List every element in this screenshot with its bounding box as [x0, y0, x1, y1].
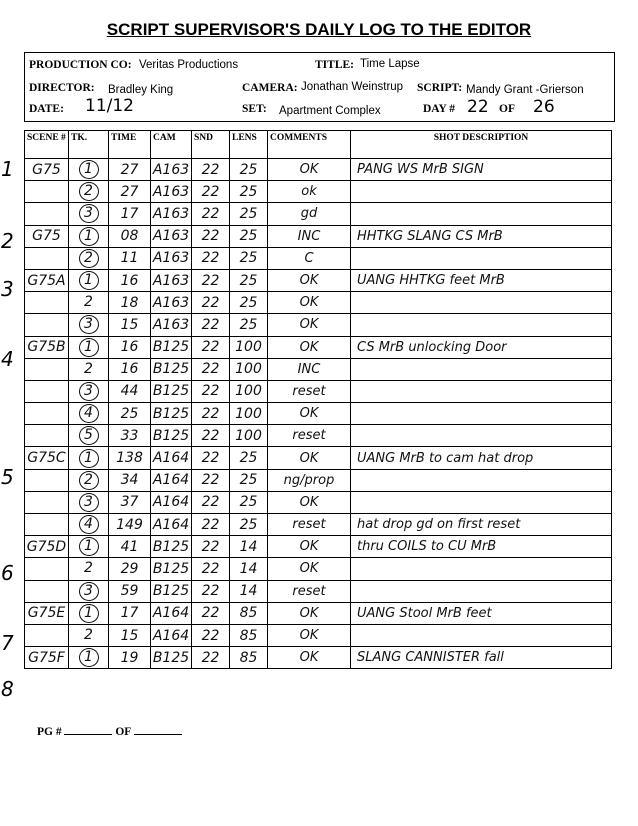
lens-cell: 25	[230, 225, 268, 247]
take-number: 5	[79, 426, 99, 445]
take-number: 2	[79, 182, 99, 201]
shot-description-cell	[351, 425, 612, 447]
shot-description-cell	[351, 491, 612, 513]
comment-cell: OK	[268, 647, 351, 669]
table-row	[25, 269, 612, 291]
comment-cell: gd	[268, 203, 351, 225]
date-label: DATE:	[29, 103, 64, 115]
take-number: 3	[79, 204, 99, 223]
pg-of-label: OF	[115, 726, 131, 738]
take-cell	[69, 380, 109, 402]
col-snd: SND	[192, 131, 230, 159]
comment-cell: OK	[268, 336, 351, 358]
cam-cell: A163	[151, 314, 192, 336]
cam-cell: B125	[151, 403, 192, 425]
shot-description-cell	[351, 358, 612, 380]
time-cell: 27	[109, 181, 151, 203]
snd-cell: 22	[192, 292, 230, 314]
time-cell: 29	[109, 558, 151, 580]
scene-cell	[25, 203, 69, 225]
take-cell	[69, 269, 109, 291]
table-row	[25, 159, 612, 181]
snd-cell: 22	[192, 647, 230, 669]
table-row	[25, 380, 612, 402]
snd-cell: 22	[192, 447, 230, 469]
scene-cell: G75B	[25, 336, 69, 358]
lens-cell: 14	[230, 580, 268, 602]
scene-number-mark: 7	[1, 631, 14, 656]
time-cell: 27	[109, 159, 151, 181]
director-label: DIRECTOR:	[29, 82, 95, 94]
table-row	[25, 203, 612, 225]
time-cell: 44	[109, 380, 151, 402]
take-number: 1	[79, 449, 99, 468]
take-number: 3	[79, 315, 99, 334]
col-comments: COMMENTS	[268, 131, 351, 159]
comment-cell: reset	[268, 425, 351, 447]
cam-cell: A164	[151, 602, 192, 624]
set-label: SET:	[242, 103, 267, 115]
scene-number-mark: 4	[1, 346, 14, 371]
shot-description-cell	[351, 580, 612, 602]
take-number: 1	[79, 648, 99, 667]
comment-cell: OK	[268, 536, 351, 558]
snd-cell: 22	[192, 269, 230, 291]
snd-cell: 22	[192, 314, 230, 336]
script-value: Mandy Grant -Grierson	[466, 84, 584, 96]
snd-cell: 22	[192, 514, 230, 536]
table-row	[25, 602, 612, 624]
of-value: 26	[533, 97, 555, 117]
shot-description-cell: SLANG CANNISTER fall	[351, 647, 612, 669]
scene-cell	[25, 247, 69, 269]
scene-number-mark: 8	[1, 677, 14, 702]
lens-cell: 25	[230, 491, 268, 513]
take-cell	[69, 181, 109, 203]
comment-cell: OK	[268, 602, 351, 624]
lens-cell: 14	[230, 558, 268, 580]
col-time: TIME	[109, 131, 151, 159]
comment-cell: reset	[268, 380, 351, 402]
table-row	[25, 247, 612, 269]
take-cell	[69, 469, 109, 491]
table-row	[25, 403, 612, 425]
snd-cell: 22	[192, 558, 230, 580]
take-cell	[69, 292, 109, 314]
table-row	[25, 358, 612, 380]
cam-cell: B125	[151, 647, 192, 669]
cam-cell: A164	[151, 469, 192, 491]
snd-cell: 22	[192, 491, 230, 513]
lens-cell: 100	[230, 380, 268, 402]
take-cell	[69, 425, 109, 447]
take-cell	[69, 203, 109, 225]
lens-cell: 25	[230, 203, 268, 225]
lens-cell: 25	[230, 469, 268, 491]
scene-number-mark: 6	[1, 560, 14, 585]
time-cell: 15	[109, 314, 151, 336]
snd-cell: 22	[192, 225, 230, 247]
shot-description-cell	[351, 292, 612, 314]
table-row	[25, 536, 612, 558]
take-cell	[69, 580, 109, 602]
comment-cell: OK	[268, 403, 351, 425]
shot-description-cell: CS MrB unlocking Door	[351, 336, 612, 358]
scene-cell: G75C	[25, 447, 69, 469]
table-row	[25, 336, 612, 358]
title-label: TITLE:	[315, 59, 354, 71]
lens-cell: 25	[230, 269, 268, 291]
scene-cell: G75E	[25, 602, 69, 624]
shot-description-cell: HHTKG SLANG CS MrB	[351, 225, 612, 247]
time-cell: 25	[109, 403, 151, 425]
snd-cell: 22	[192, 380, 230, 402]
cam-cell: B125	[151, 336, 192, 358]
take-cell	[69, 336, 109, 358]
take-cell	[69, 247, 109, 269]
pg-label: PG #	[37, 726, 62, 738]
col-tk: TK.	[69, 131, 109, 159]
take-number: 3	[79, 382, 99, 401]
title-value: Time Lapse	[360, 58, 420, 70]
time-cell: 138	[109, 447, 151, 469]
scene-number-mark: 1	[1, 156, 14, 181]
cam-cell: B125	[151, 536, 192, 558]
cam-cell: A163	[151, 247, 192, 269]
shot-description-cell: thru COILS to CU MrB	[351, 536, 612, 558]
comment-cell: ok	[268, 181, 351, 203]
time-cell: 11	[109, 247, 151, 269]
table-row	[25, 624, 612, 646]
comment-cell: OK	[268, 491, 351, 513]
take-cell	[69, 514, 109, 536]
cam-cell: A163	[151, 203, 192, 225]
snd-cell: 22	[192, 181, 230, 203]
snd-cell: 22	[192, 403, 230, 425]
scene-cell: G75	[25, 159, 69, 181]
lens-cell: 25	[230, 314, 268, 336]
cam-cell: A164	[151, 514, 192, 536]
snd-cell: 22	[192, 624, 230, 646]
lens-cell: 100	[230, 336, 268, 358]
scene-cell	[25, 181, 69, 203]
cam-cell: A163	[151, 181, 192, 203]
table-row	[25, 558, 612, 580]
scene-cell	[25, 358, 69, 380]
scene-cell: G75F	[25, 647, 69, 669]
log-body	[25, 159, 612, 669]
table-header-row	[25, 131, 612, 159]
date-value: 11/12	[85, 96, 134, 116]
take-cell	[69, 314, 109, 336]
script-label: SCRIPT:	[417, 82, 463, 94]
take-number: 2	[84, 560, 93, 577]
set-value: Apartment Complex	[279, 105, 381, 117]
lens-cell: 100	[230, 358, 268, 380]
time-cell: 08	[109, 225, 151, 247]
table-row	[25, 647, 612, 669]
comment-cell: OK	[268, 269, 351, 291]
cam-cell: B125	[151, 425, 192, 447]
lens-cell: 25	[230, 447, 268, 469]
snd-cell: 22	[192, 203, 230, 225]
comment-cell: reset	[268, 514, 351, 536]
snd-cell: 22	[192, 469, 230, 491]
lens-cell: 25	[230, 247, 268, 269]
time-cell: 41	[109, 536, 151, 558]
shot-description-cell	[351, 624, 612, 646]
scene-cell: G75	[25, 225, 69, 247]
of-label: OF	[499, 103, 515, 115]
take-number: 3	[79, 493, 99, 512]
snd-cell: 22	[192, 602, 230, 624]
cam-cell: A163	[151, 159, 192, 181]
time-cell: 17	[109, 203, 151, 225]
time-cell: 16	[109, 269, 151, 291]
table-row	[25, 469, 612, 491]
shot-description-cell	[351, 181, 612, 203]
take-number: 2	[79, 249, 99, 268]
cam-cell: B125	[151, 580, 192, 602]
scene-number-mark: 3	[1, 276, 14, 301]
col-shot-description: SHOT DESCRIPTION	[351, 131, 612, 159]
take-number: 1	[79, 537, 99, 556]
take-cell	[69, 403, 109, 425]
comment-cell: OK	[268, 447, 351, 469]
page-title: SCRIPT SUPERVISOR'S DAILY LOG TO THE EDITOR	[106, 20, 532, 39]
cam-cell: A163	[151, 292, 192, 314]
page-footer	[37, 724, 182, 738]
lens-cell: 25	[230, 514, 268, 536]
col-scene: SCENE #	[25, 131, 69, 159]
scene-cell	[25, 292, 69, 314]
shot-description-cell: PANG WS MrB SIGN	[351, 159, 612, 181]
shot-description-cell	[351, 380, 612, 402]
lens-cell: 25	[230, 292, 268, 314]
take-number: 2	[84, 294, 93, 311]
comment-cell: reset	[268, 580, 351, 602]
scene-cell	[25, 314, 69, 336]
take-number: 1	[79, 160, 99, 179]
time-cell: 33	[109, 425, 151, 447]
time-cell: 149	[109, 514, 151, 536]
comment-cell: INC	[268, 358, 351, 380]
table-row	[25, 514, 612, 536]
time-cell: 19	[109, 647, 151, 669]
scene-cell	[25, 558, 69, 580]
snd-cell: 22	[192, 536, 230, 558]
time-cell: 18	[109, 292, 151, 314]
take-number: 1	[79, 227, 99, 246]
shot-description-cell	[351, 558, 612, 580]
camera-value: Jonathan Weinstrup	[301, 81, 404, 93]
shot-description-cell: UANG MrB to cam hat drop	[351, 447, 612, 469]
shot-description-cell	[351, 314, 612, 336]
shot-description-cell: UANG Stool MrB feet	[351, 602, 612, 624]
scene-cell	[25, 403, 69, 425]
cam-cell: A163	[151, 269, 192, 291]
comment-cell: ng/prop	[268, 469, 351, 491]
snd-cell: 22	[192, 247, 230, 269]
take-number: 2	[79, 471, 99, 490]
lens-cell: 85	[230, 624, 268, 646]
snd-cell: 22	[192, 358, 230, 380]
comment-cell: OK	[268, 159, 351, 181]
take-cell	[69, 447, 109, 469]
time-cell: 16	[109, 358, 151, 380]
take-number: 3	[79, 582, 99, 601]
cam-cell: A164	[151, 624, 192, 646]
production-label: PRODUCTION CO:	[29, 59, 132, 71]
col-cam: CAM	[151, 131, 192, 159]
snd-cell: 22	[192, 336, 230, 358]
cam-cell: B125	[151, 558, 192, 580]
table-row	[25, 491, 612, 513]
scene-cell	[25, 580, 69, 602]
shot-description-cell: hat drop gd on first reset	[351, 514, 612, 536]
lens-cell: 85	[230, 602, 268, 624]
time-cell: 16	[109, 336, 151, 358]
lens-cell: 100	[230, 403, 268, 425]
scene-cell	[25, 624, 69, 646]
time-cell: 15	[109, 624, 151, 646]
snd-cell: 22	[192, 159, 230, 181]
table-row	[25, 225, 612, 247]
comment-cell: C	[268, 247, 351, 269]
scene-cell	[25, 380, 69, 402]
lens-cell: 100	[230, 425, 268, 447]
take-cell	[69, 358, 109, 380]
scene-cell	[25, 514, 69, 536]
take-cell	[69, 602, 109, 624]
shot-description-cell: UANG HHTKG feet MrB	[351, 269, 612, 291]
lens-cell: 25	[230, 181, 268, 203]
shot-description-cell	[351, 403, 612, 425]
scene-cell	[25, 425, 69, 447]
scene-cell	[25, 491, 69, 513]
camera-label: CAMERA:	[242, 82, 298, 94]
scene-cell	[25, 469, 69, 491]
lens-cell: 25	[230, 159, 268, 181]
take-number: 4	[79, 404, 99, 423]
take-cell	[69, 558, 109, 580]
take-cell	[69, 647, 109, 669]
cam-cell: A164	[151, 447, 192, 469]
cam-cell: B125	[151, 358, 192, 380]
day-label: DAY #	[423, 103, 456, 115]
pg-blank	[64, 724, 112, 735]
lens-cell: 85	[230, 647, 268, 669]
comment-cell: OK	[268, 314, 351, 336]
cam-cell: A164	[151, 491, 192, 513]
comment-cell: OK	[268, 292, 351, 314]
take-number: 4	[79, 515, 99, 534]
take-cell	[69, 491, 109, 513]
take-number: 2	[84, 360, 93, 377]
production-value: Veritas Productions	[139, 59, 239, 71]
scene-number-mark: 5	[1, 464, 14, 489]
day-value: 22	[467, 97, 489, 117]
comment-cell: OK	[268, 624, 351, 646]
take-number: 1	[79, 271, 99, 290]
scene-number-mark: 2	[1, 228, 14, 253]
time-cell: 59	[109, 580, 151, 602]
table-row	[25, 181, 612, 203]
pg-of-blank	[134, 724, 182, 735]
col-lens: LENS	[230, 131, 268, 159]
header-box	[24, 52, 615, 122]
shot-description-cell	[351, 469, 612, 491]
log-table	[24, 130, 612, 669]
comment-cell: OK	[268, 558, 351, 580]
table-row	[25, 580, 612, 602]
scene-cell: G75A	[25, 269, 69, 291]
time-cell: 17	[109, 602, 151, 624]
table-row	[25, 314, 612, 336]
take-number: 1	[79, 338, 99, 357]
table-row	[25, 425, 612, 447]
table-row	[25, 447, 612, 469]
snd-cell: 22	[192, 580, 230, 602]
time-cell: 34	[109, 469, 151, 491]
take-cell	[69, 624, 109, 646]
take-number: 1	[79, 604, 99, 623]
shot-description-cell	[351, 203, 612, 225]
take-cell	[69, 225, 109, 247]
take-cell	[69, 536, 109, 558]
cam-cell: A163	[151, 225, 192, 247]
take-number: 2	[84, 627, 93, 644]
director-value: Bradley King	[108, 84, 174, 96]
shot-description-cell	[351, 247, 612, 269]
table-row	[25, 292, 612, 314]
comment-cell: INC	[268, 225, 351, 247]
take-cell	[69, 159, 109, 181]
time-cell: 37	[109, 491, 151, 513]
snd-cell: 22	[192, 425, 230, 447]
lens-cell: 14	[230, 536, 268, 558]
scene-cell: G75D	[25, 536, 69, 558]
cam-cell: B125	[151, 380, 192, 402]
